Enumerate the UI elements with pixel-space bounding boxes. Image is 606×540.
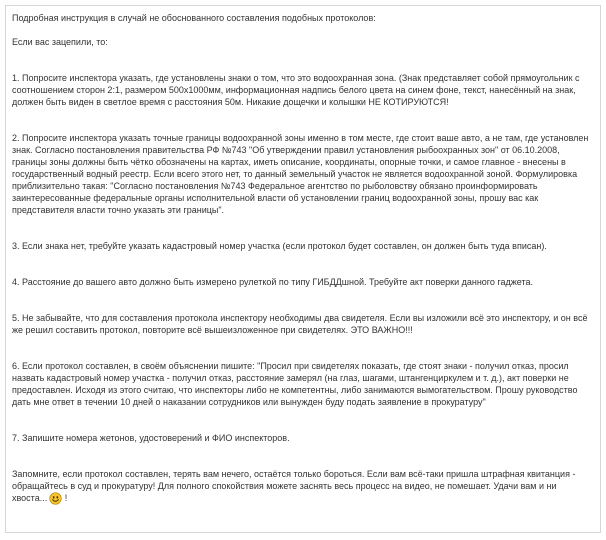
instruction-item-3: 3. Если знака нет, требуйте указать кадастровый номер участка (если протокол будет составлен, он должен быть туда вписан).	[12, 241, 547, 251]
spacer	[12, 108, 594, 132]
spacer	[12, 48, 594, 72]
spacer	[12, 24, 594, 36]
closing-tail: !	[62, 493, 68, 503]
instruction-item-1: 1. Попросите инспектора указать, где установлены знаки о том, что это водоохранная зона. (Знак представляет собой прямоугольник с соотношением сторон 2:1, размером 500х1000мм, информационная надпись белого цвета на синем фоне, текст, нанесённый на знак, должен быть виден в светлое время с расстояния 50м. Никакие дощечки и колышки НЕ КОТИРУЮТСЯ!	[12, 73, 580, 107]
closing-body: Запомните, если протокол составлен, терять вам нечего, остаётся только бороться. Если вам всё-таки пришла штрафная квитанция - обращайтесь в суд и прокуратуру! Для полного спокойствия можете заснять весь процесс на видео, не помешает. Удачи вам и ни хвоста...	[12, 469, 576, 503]
intro-text: Подробная инструкция в случай не обоснованного составления подобных протоколов:	[12, 13, 376, 23]
spacer	[12, 408, 594, 432]
spacer	[12, 288, 594, 312]
spacer	[12, 252, 594, 276]
lead-text: Если вас зацепили, то:	[12, 37, 108, 47]
spacer	[12, 336, 594, 360]
spacer	[12, 444, 594, 468]
instruction-item-7: 7. Запишите номера жетонов, удостоверений и ФИО инспекторов.	[12, 433, 290, 443]
smiley-face-icon	[49, 492, 62, 505]
spacer	[12, 216, 594, 240]
instruction-item-4: 4. Расстояние до вашего авто должно быть измерено рулеткой по типу ГИБДДшной. Требуйте акт поверки данного гаджета.	[12, 277, 533, 287]
instruction-item-6: 6. Если протокол составлен, в своём объяснении пишите: "Просил при свидетелях показать, где стоят знаки - получил отказ, просил назвать кадастровый номер участка - получил отказ, расстояние замерял (на глаз, шагами, штангенциркулем и т. д.), акт поверки не предоставлен. Исходя из этого считаю, что инспекторы либо не компетентны, либо занимаются вымогательством. Прошу руководство дать мне ответ в течении 10 дней о наказании сотрудников или вынужден буду подать заявление в прокуратуру"	[12, 361, 578, 407]
closing-text	[12, 468, 594, 505]
post-body	[5, 5, 601, 533]
instruction-item-5: 5. Не забывайте, что для составления протокола инспектору необходимы два свидетеля. Если вы изложили всё это инспектору, и он всё же решил составить протокол, повторите всё вышеизложенное при свидетелях. ЭТО ВАЖНО!!!	[12, 313, 588, 335]
instruction-item-2: 2. Попросите инспектора указать точные границы водоохранной зоны именно в том месте, где стоит ваше авто, а не там, где установлен знак. Согласно постановления правительства РФ №743 "Об утверждении правил установления рыбоохранных зон" от 06.10.2008, границы зоны должны быть чётко обозначены на картах, иметь описание, координаты, опорные точки, и самое главное - внесены в государственный водный реестр. Если всего этого нет, то данный земельный участок не является водоохранной зоной. Формулировка приблизительно такая: "Согласно постановления №743 Федеральное агентство по рыболовству обязано проинформировать заинтересованные федеральные органы исполнительной власти об установлении границ водоохранной зоны, прошу вас как представителя власти точно указать эти границы".	[12, 133, 589, 215]
